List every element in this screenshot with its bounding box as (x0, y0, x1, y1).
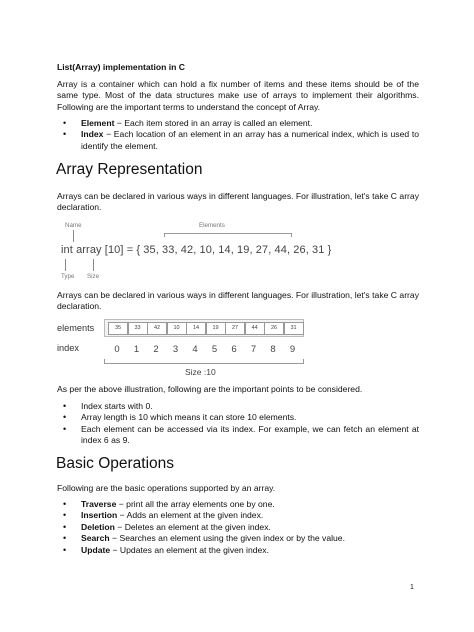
array-index: 9 (289, 344, 296, 355)
term-name: Index (81, 129, 104, 140)
operation-desc: − Updates an element at the given index. (110, 544, 269, 555)
array-index: 1 (133, 344, 140, 355)
operations-list (57, 499, 419, 556)
list-item (57, 129, 419, 152)
list-item (57, 510, 419, 521)
points-intro: As per the above illustration, following are the important points to be considered. (57, 384, 363, 394)
intro-paragraph: Array is a container which can hold a fix number of items and these items should be of the same type. Most of the data structures make use of arrays to implement their algorithms. Following are the important terms to understand the concept of Array. (57, 79, 419, 112)
array-declaration-code: int array [10] = { 35, 33, 42, 10, 14, 19, 27, 44, 26, 31 } (61, 244, 332, 256)
elements-bracket (164, 233, 292, 237)
array-index: 5 (211, 344, 218, 355)
declaration-paragraph-2: Arrays can be declared in various ways in different languages. For illustration, let's take C array declaration. (57, 290, 419, 312)
array-index: 8 (270, 344, 276, 355)
type-label: Type (61, 273, 75, 280)
elements-label: Elements (199, 222, 225, 229)
array-cell: 10 (167, 322, 187, 335)
array-index: 6 (231, 344, 237, 355)
list-item: • Index starts with 0. (57, 401, 419, 412)
list-item: • Array length is 10 which means it can store 10 elements. (57, 412, 419, 423)
document-heading: List(Array) implementation in C (57, 62, 185, 72)
size-label: Size (87, 273, 100, 280)
list-item (57, 118, 419, 129)
operations-intro: Following are the basic operations supported by an array. (57, 483, 276, 493)
operation-name: Insertion (81, 510, 118, 521)
size-caption: Size :10 (185, 367, 216, 377)
array-index: 2 (153, 344, 159, 355)
list-item: • Each element can be accessed via its index. For example, we can fetch an element at index 6 as 9. (57, 424, 419, 447)
operation-name: Traverse (81, 499, 117, 509)
section-title-basic-operations: Basic Operations (56, 455, 175, 472)
declaration-paragraph: Arrays can be declared in various ways in different languages. For illustration, let's take C array declaration. (57, 191, 419, 213)
list-item (57, 522, 419, 533)
elements-row-label: elements (57, 323, 95, 333)
type-arrow (65, 259, 66, 271)
term-desc: − Each location of an element in an array has a numerical index, which is used to identify the element. (81, 129, 419, 151)
operation-name: Deletion (81, 521, 115, 532)
points-list (57, 401, 419, 447)
array-cell: 31 (284, 322, 304, 335)
list-item (57, 499, 419, 510)
array-cell: 42 (147, 322, 167, 335)
array-index: 0 (114, 344, 120, 355)
array-index: 3 (172, 344, 179, 355)
array-cell: 14 (186, 322, 206, 335)
section-title-array-representation: Array Representation (56, 161, 203, 178)
operation-desc: − print all the array elements one by one. (116, 499, 275, 509)
list-item (57, 533, 419, 544)
array-cells (104, 319, 304, 337)
array-cell: 26 (264, 322, 284, 335)
operation-desc: − Deletes an element at the given index. (114, 521, 271, 532)
operation-desc: − Searches an element using the given index or by the value. (109, 533, 345, 544)
name-arrow (73, 230, 74, 242)
array-cell: 44 (245, 322, 265, 335)
operation-name: Search (81, 533, 110, 544)
name-label: Name (65, 222, 82, 229)
term-name: Element (81, 118, 115, 128)
operation-name: Update (81, 544, 111, 555)
array-declaration-figure (59, 222, 332, 286)
page-number: 1 (410, 584, 414, 591)
array-index: 4 (192, 344, 198, 355)
array-cell: 33 (128, 322, 148, 335)
index-row-label: index (57, 343, 79, 353)
array-cell: 35 (108, 322, 128, 335)
size-bracket (104, 359, 304, 364)
array-cell: 27 (225, 322, 245, 335)
list-item (57, 545, 419, 556)
array-index-figure (57, 319, 307, 377)
size-arrow (93, 259, 94, 271)
operation-desc: − Adds an element at the given index. (117, 510, 264, 521)
term-desc: − Each item stored in an array is called an element. (114, 118, 313, 128)
array-cell: 19 (206, 322, 226, 335)
terms-list (57, 118, 419, 152)
array-index: 7 (250, 344, 257, 355)
